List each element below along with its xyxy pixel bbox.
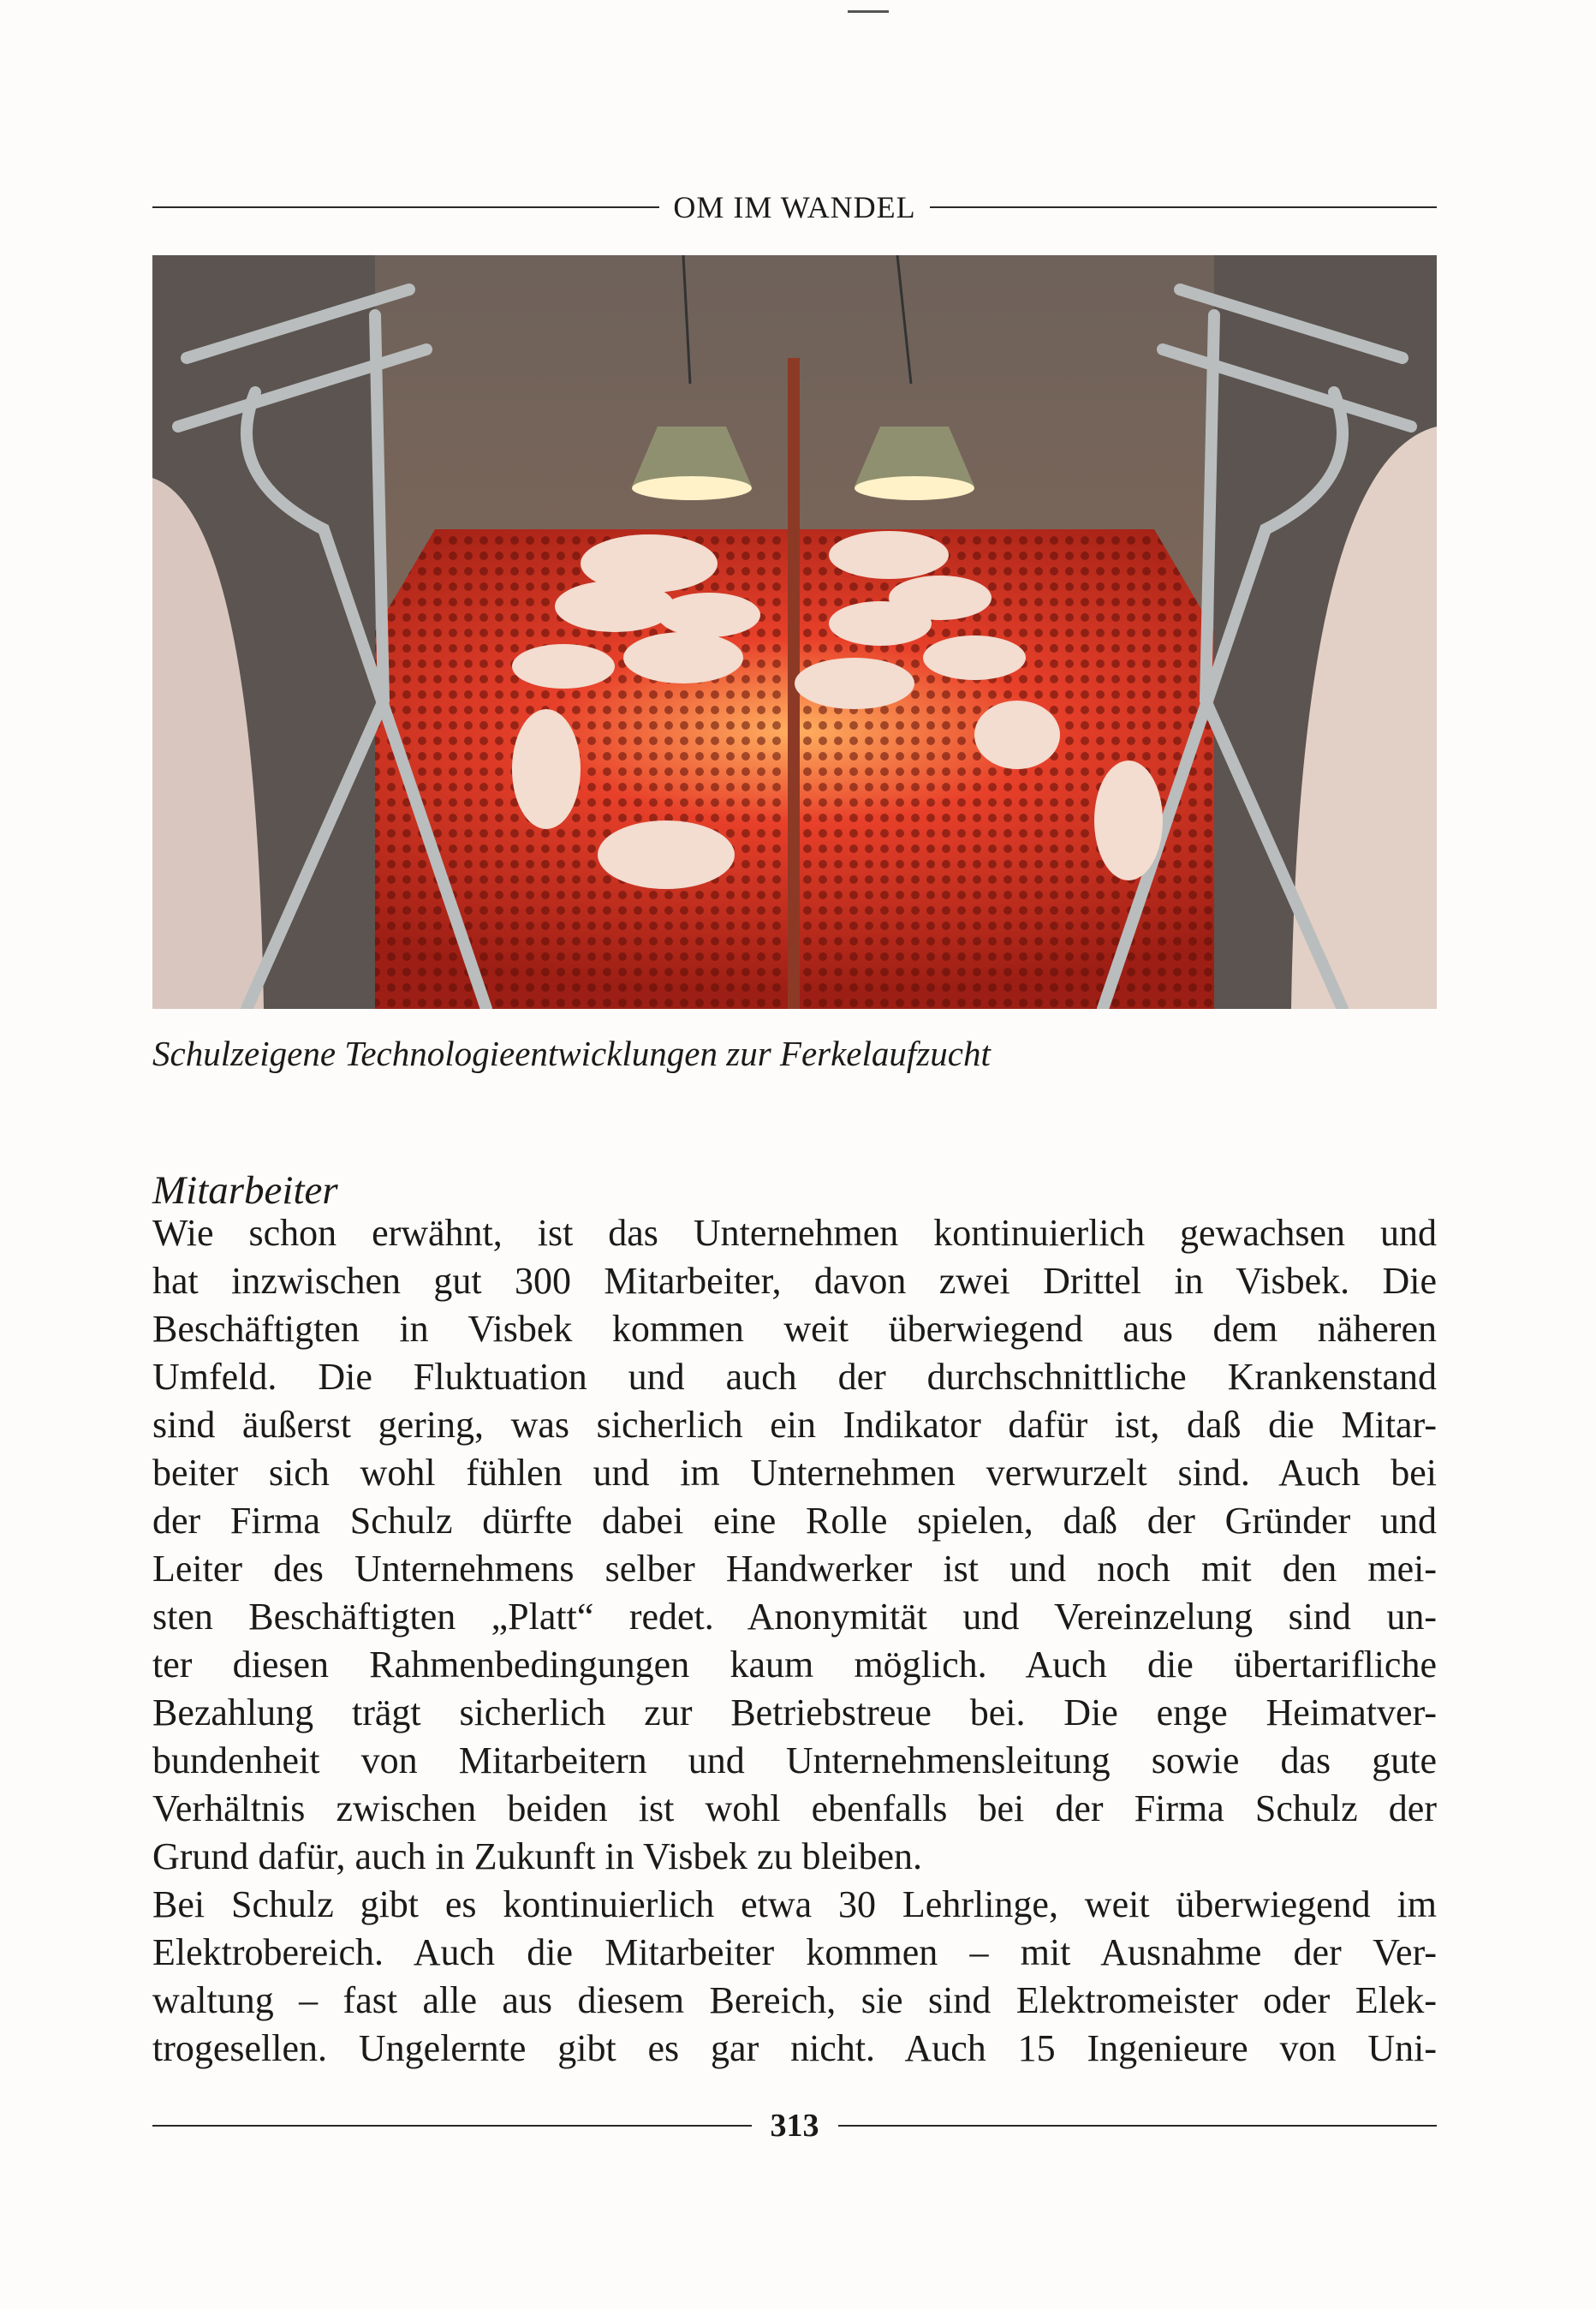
- running-head: [152, 190, 1437, 224]
- running-title: OM IM WANDEL: [673, 190, 916, 224]
- text-line: Leiter des Unternehmens selber Handwerker ist und noch mit den mei-: [152, 1548, 1437, 1590]
- figure-caption: Schulzeigene Technologieentwicklungen zur Ferkelaufzucht: [152, 1034, 991, 1073]
- text-line: Verhältnis zwischen beiden ist wohl ebenfalls bei der Firma Schulz der: [152, 1787, 1437, 1829]
- section-heading: Mitarbeiter: [152, 1168, 338, 1213]
- text-line: Wie schon erwähnt, ist das Unternehmen kontinuierlich gewachsen und: [152, 1212, 1437, 1254]
- piglet-pen-photo: [152, 255, 1437, 1009]
- text-line: beiter sich wohl fühlen und im Unternehmen verwurzelt sind. Auch bei: [152, 1452, 1437, 1494]
- text-line: bundenheit von Mitarbeitern und Unternehmensleitung sowie das gute: [152, 1739, 1437, 1781]
- text-line: sind äußerst gering, was sicherlich ein Indikator dafür ist, daß die Mitar-: [152, 1404, 1437, 1446]
- running-head-rule-right: [930, 206, 1437, 208]
- text-line: Grund dafür, auch in Zukunft in Visbek zu bleiben.: [152, 1835, 923, 1877]
- text-line: hat inzwischen gut 300 Mitarbeiter, davon zwei Drittel in Visbek. Die: [152, 1260, 1437, 1302]
- text-line: Beschäftigten in Visbek kommen weit überwiegend aus dem näheren: [152, 1308, 1437, 1350]
- text-line: Bei Schulz gibt es kontinuierlich etwa 30 Lehrlinge, weit überwiegend im: [152, 1883, 1437, 1925]
- top-mark: [848, 10, 889, 13]
- text-line: ter diesen Rahmenbedingungen kaum möglich. Auch die übertarifliche: [152, 1644, 1437, 1686]
- text-line: waltung – fast alle aus diesem Bereich, sie sind Elektromeister oder Elek-: [152, 1979, 1437, 2021]
- page-number: 313: [770, 2108, 819, 2144]
- text-line: trogesellen. Ungelernte gibt es gar nicht. Auch 15 Ingenieure von Uni-: [152, 2027, 1437, 2069]
- text-line: Elektrobereich. Auch die Mitarbeiter kommen – mit Ausnahme der Ver-: [152, 1931, 1437, 1973]
- running-head-rule-left: [152, 206, 659, 208]
- text-line: Bezahlung trägt sicherlich zur Betriebstreue bei. Die enge Heimatver-: [152, 1691, 1437, 1733]
- body-text: [152, 1209, 1437, 2073]
- page-footer: [152, 2107, 1437, 2145]
- text-line: sten Beschäftigten „Platt“ redet. Anonymität und Vereinzelung sind un-: [152, 1596, 1437, 1638]
- footer-rule-left: [152, 2125, 752, 2127]
- footer-rule-right: [838, 2125, 1438, 2127]
- text-line: der Firma Schulz dürfte dabei eine Rolle spielen, daß der Gründer und: [152, 1500, 1437, 1542]
- text-line: Umfeld. Die Fluktuation und auch der durchschnittliche Krankenstand: [152, 1356, 1437, 1398]
